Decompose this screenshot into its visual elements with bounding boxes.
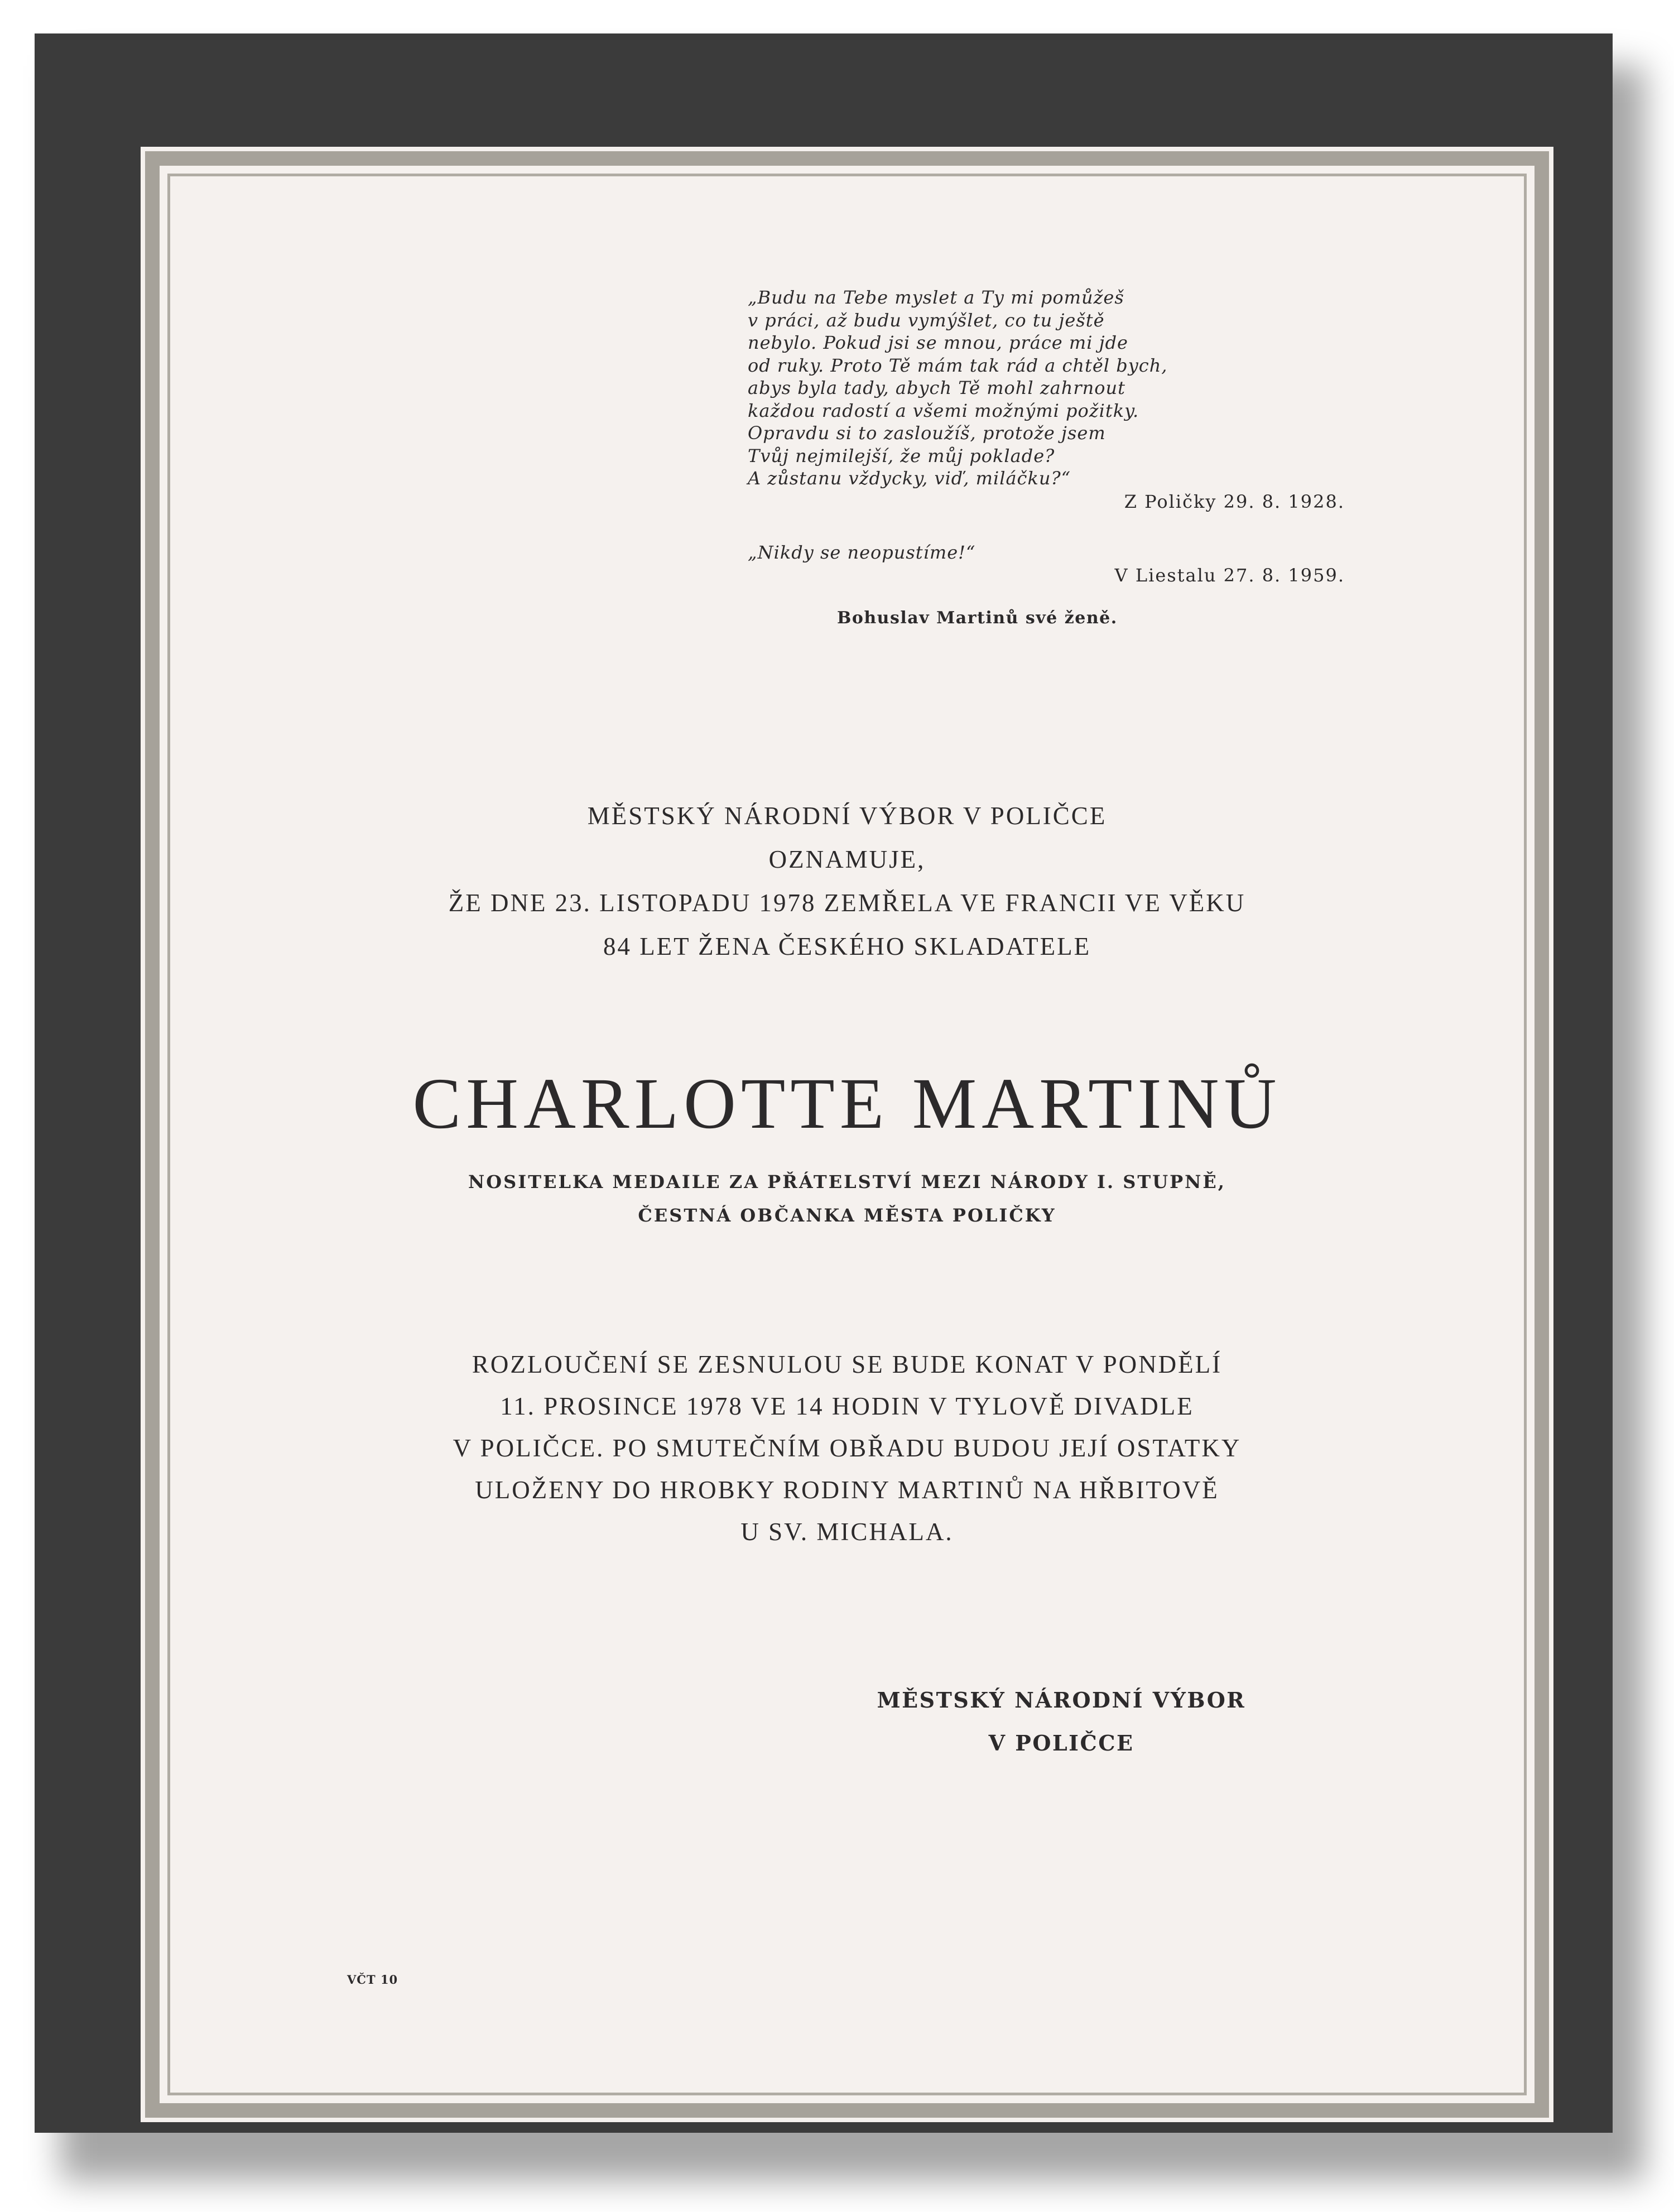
farewell-details [141,1344,1553,1553]
signoff-line: V POLIČCE [988,1730,1134,1756]
quote-line: v práci, až budu vymýšlet, co tu ještě [748,309,1105,331]
announcement [141,794,1553,968]
quote-line-1959: „Nikdy se neopustíme!“ [748,541,976,563]
announcement-line: OZNAMUJE, [768,845,926,873]
farewell-line: ULOŽENY DO HROBKY RODINY MARTINŮ NA HŘBITOVĚ [475,1476,1219,1504]
quote-line: abys byla tady, abych Tě mohl zahrnout [748,377,1125,398]
announcement-line: ŽE DNE 23. LISTOPADU 1978 ZEMŘELA VE FRANCII VE VĚKU [448,889,1246,917]
quote-signature: Bohuslav Martinů své ženě. [837,608,1118,628]
paper-sheet [141,147,1553,2122]
farewell-line: 11. PROSINCE 1978 VE 14 HODIN V TYLOVĚ DIVADLE [500,1392,1194,1420]
farewell-line: V POLIČCE. PO SMUTEČNÍM OBŘADU BUDOU JEJÍ OSTATKY [453,1434,1242,1462]
honors-line: NOSITELKA MEDAILE ZA PŘÁTELSTVÍ MEZI NÁRODY I. STUPNĚ, [468,1171,1226,1192]
quote-line: každou radostí a všemi možnými požitky. [748,400,1139,421]
quote-line: od ruky. Proto Tě mám tak rád a chtěl bych, [748,354,1168,376]
announcement-line: MĚSTSKÝ NÁRODNÍ VÝBOR V POLIČCE [587,802,1107,830]
quote-line: „Budu na Tebe myslet a Ty mi pomůžeš [748,287,1124,308]
honors [141,1165,1553,1232]
quote-block [748,286,1384,628]
quote-line: A zůstanu vždycky, viď, miláčku?“ [748,468,1071,489]
notice-content [141,147,1553,2122]
signoff [810,1679,1312,1764]
signoff-line: MĚSTSKÝ NÁRODNÍ VÝBOR [877,1687,1246,1713]
quote-place-date-1959: V Liestalu 27. 8. 1959. [1114,565,1345,586]
quote-line: nebylo. Pokud jsi se mnou, práce mi jde [748,332,1128,353]
deceased-name: CHARLOTTE MARTINŮ [412,1064,1282,1144]
honors-line: ČESTNÁ OBČANKA MĚSTA POLIČKY [638,1205,1056,1226]
quote-line: Opravdu si to zasloužíš, protože jsem [748,422,1106,444]
farewell-line: U SV. MICHALA. [740,1518,954,1546]
announcement-line: 84 LET ŽENA ČESKÉHO SKLADATELE [603,932,1091,960]
mourning-card [35,33,1613,2133]
quote-line: Tvůj nejmilejší, že můj poklade? [748,445,1055,467]
quote-place-date-1928: Z Poličky 29. 8. 1928. [1124,491,1345,512]
print-code: VČT 10 [347,1973,398,1987]
farewell-line: ROZLOUČENÍ SE ZESNULOU SE BUDE KONAT V PONDĚLÍ [472,1350,1223,1378]
